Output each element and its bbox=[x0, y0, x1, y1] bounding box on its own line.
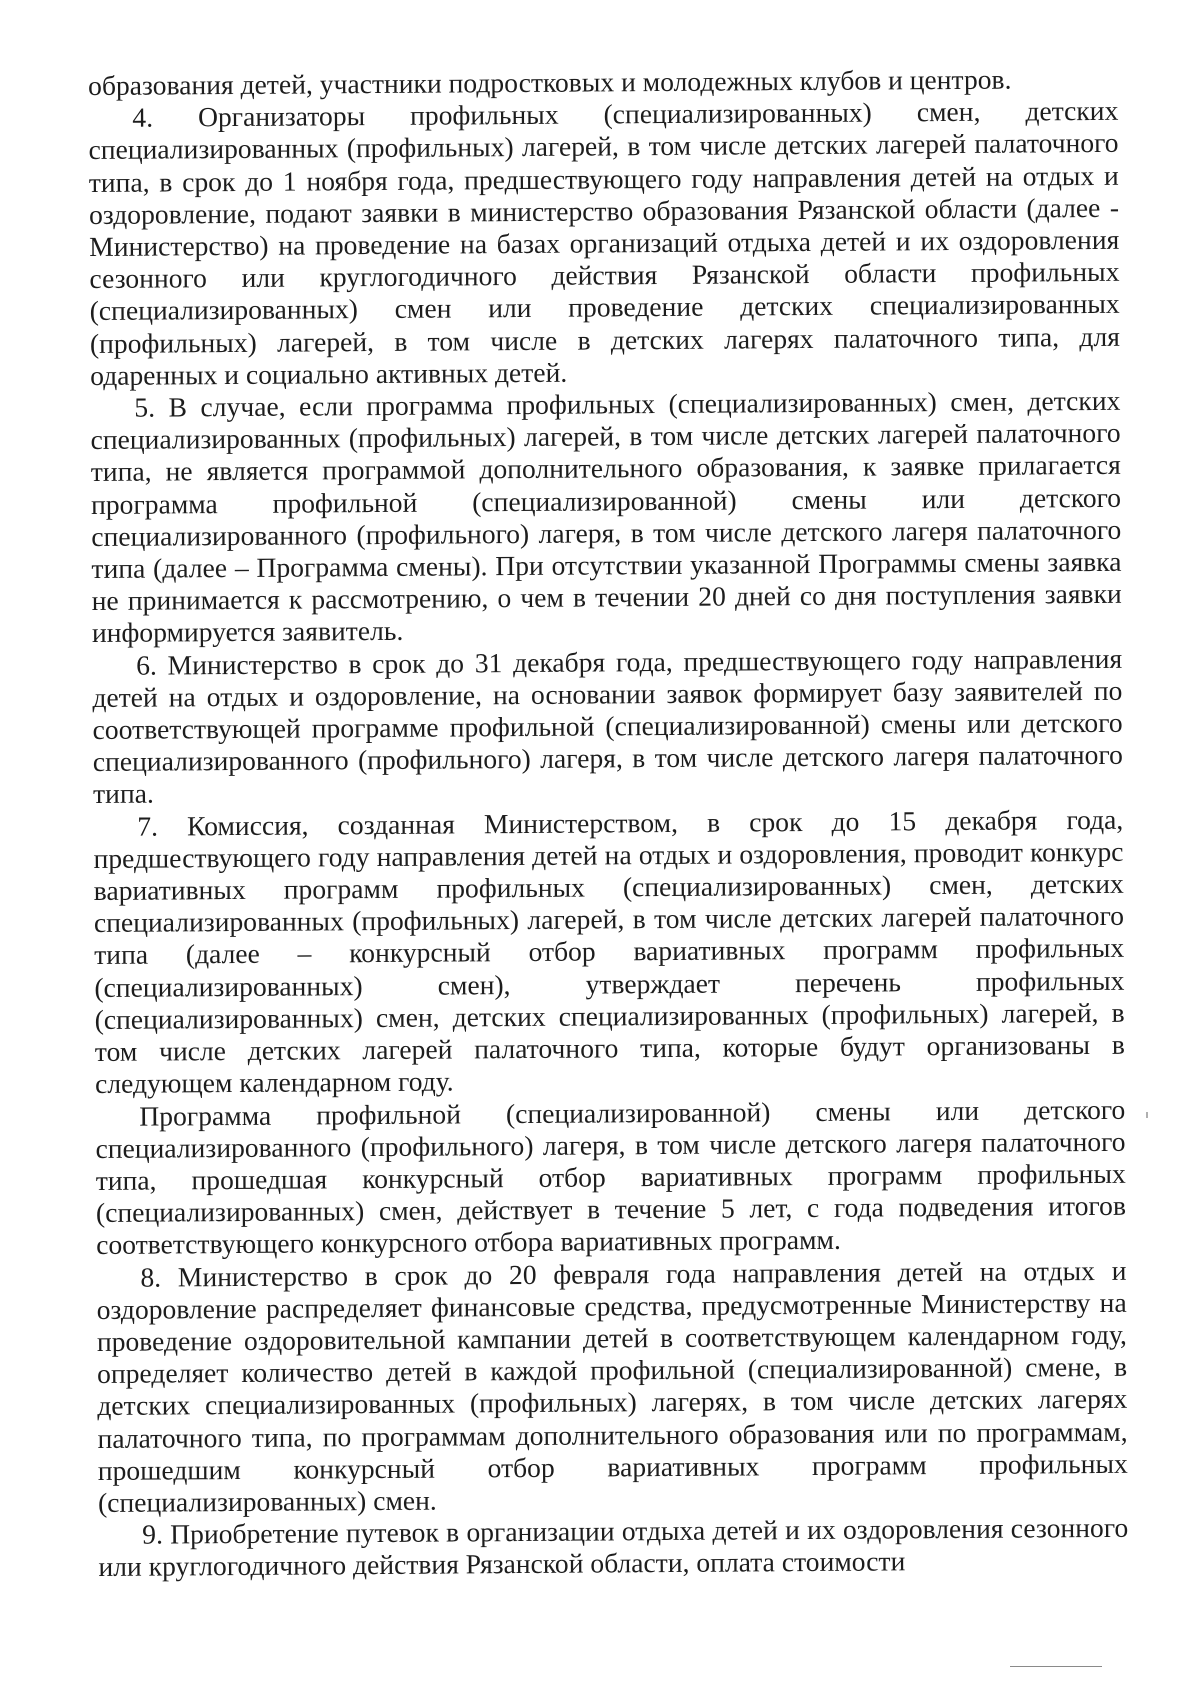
paragraph-continuation: образования детей, участники подростковых и молодежных клубов и центров. bbox=[88, 63, 1012, 101]
paragraph-item-8: 8. Министерство в срок до 20 февраля года направления детей на отдых и оздоровление распределяет финансовые средства, предусмотренные Министерству на проведение оздоровительной кампании детей в соответствующем календарном году, определяет количество детей в каждой профильной (специализированной) смене, в детских специализированных (профильных) лагерях, в том числе детских лагерях палаточного типа, по программам дополнительного образования или по программам, прошедшим конкурсный отбор вариативных программ профильных (специализированных) смен. bbox=[96, 1254, 1128, 1518]
paragraph-item-6: 6. Министерство в срок до 31 декабря года, предшествующего году направления детей на отдых и оздоровление, на основании заявок формирует базу заявителей по соответствующей программе профильной (специализированной) смены или детского специализированного (профильного) лагеря, в том числе детского лагеря палаточного типа. bbox=[92, 642, 1123, 810]
paragraph-item-7: 7. Комиссия, созданная Министерством, в срок до 15 декабря года, предшествующего году направления детей на отдых и оздоровления, проводит конкурс вариативных программ профильных (специализированных) смен, детских специализированных (профильных) лагерей, в том числе детских лагерей палаточного типа (далее – конкурсный отбор вариативных программ профильных (специализированных) смен), утверждает перечень профильных (специализированных) смен, детских специализированных (профильных) лагерей, в том числе детских лагерей палаточного типа, которые будут организованы в следующем календарном году. bbox=[93, 803, 1125, 1100]
scan-edge-mark bbox=[1010, 1666, 1102, 1667]
paragraph-item-9: 9. Приобретение путевок в организации отдыха детей и их оздоровления сезонного или круглогодичного действия Рязанской области, оплата стоимости bbox=[98, 1511, 1129, 1583]
paragraph-item-4: 4. Организаторы профильных (специализированных) смен, детских специализированных (профильных) лагерей, в том числе детских лагерей палаточного типа, в срок до 1 ноября года, предшествующего году направления детей на отдых и оздоровление, подают заявки в министерство образования Рязанской области (далее - Министерство) на проведение на базах организаций отдыха детей и их оздоровления сезонного или круглогодичного действия Рязанской области профильных (специализированных) смен или проведение детских специализированных (профильных) лагерей, в том числе в детских лагерях палаточного типа, для одаренных и социально активных детей. bbox=[88, 95, 1120, 391]
document-body bbox=[88, 63, 1129, 1584]
paragraph-program-validity: Программа профильной (специализированной) смены или детского специализированного (профильного) лагеря, в том числе детского лагеря палаточного типа, прошедшая конкурсный отбор вариативных программ профильных (специализированных) смен, действует в течение 5 лет, с года подведения итогов соответствующего конкурсного отбора вариативных программ. bbox=[95, 1093, 1127, 1261]
scan-speck bbox=[1146, 1112, 1148, 1118]
paragraph-item-5: 5. В случае, если программа профильных (специализированных) смен, детских специализированных (профильных) лагерей, в том числе детских лагерей палаточного типа, не является программой дополнительного образования, к заявке прилагается программа профильной (специализированной) смены или детского специализированного (профильного) лагеря, в том числе детского лагеря палаточного типа (далее – Программа смены). При отсутствии указанной Программы смены заявка не принимается к рассмотрению, о чем в течении 20 дней со дня поступления заявки информируется заявитель. bbox=[90, 384, 1122, 649]
